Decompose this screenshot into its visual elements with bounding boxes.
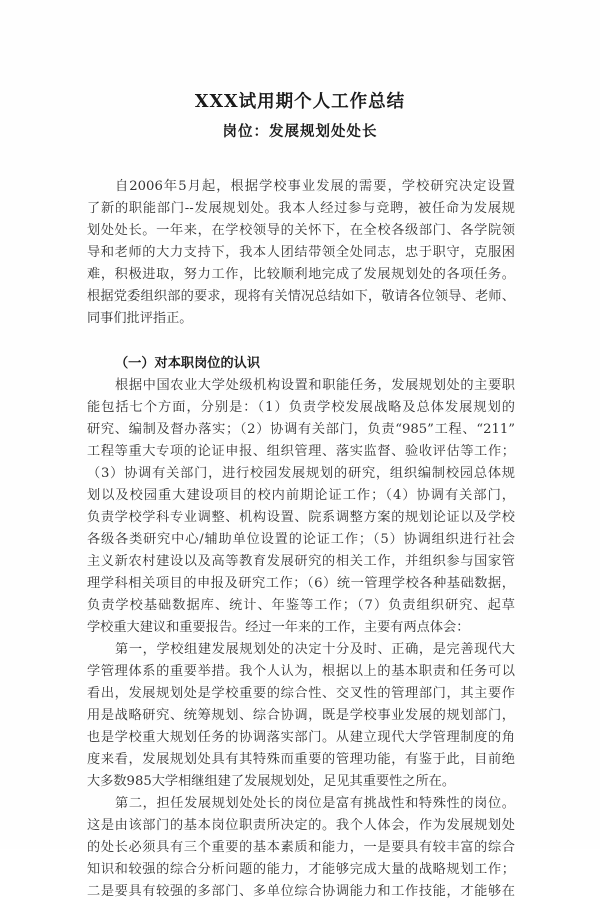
document-subtitle: 岗位：发展规划处处长 [222, 123, 378, 140]
text-line: 各级各类研究中心/辅助单位设置的论证工作；（5）协调组织进行社会 [87, 532, 515, 547]
text-line: 第一，学校组建发展规划处的决定十分及时、正确，是完善现代大 [115, 642, 515, 657]
text-line: 理学科相关项目的申报及研究工作；（6）统一管理学校各种基础数据， [87, 576, 515, 591]
text-line: 大多数985大学相继组建了发展规划处，足见其重要性之所在。 [87, 774, 456, 789]
section-heading: （一）对本职岗位的认识 [115, 356, 261, 371]
text-line: 导和老师的大力支持下，我本人团结带领全处同志，忠于职守，克服困 [87, 245, 515, 260]
text-line: 根据中国农业大学处级机构设置和职能任务，发展规划处的主要职 [115, 378, 515, 393]
text-line: 的处长必须具有三个重要的基本素质和能力，一是要具有较丰富的综合 [87, 840, 515, 855]
text-line: （3）协调有关部门，进行校园发展规划的研究，组织编制校园总体规 [87, 466, 515, 481]
text-line: 也是学校重大规划任务的协调落实部门。从建立现代大学管理制度的角 [87, 730, 515, 745]
paragraph-gap [87, 330, 515, 353]
text-line: 二是要具有较强的多部门、多单位综合协调能力和工作技能，才能够在 [87, 884, 515, 899]
text-line: 自2006年5月起，根据学校事业发展的需要，学校研究决定设置 [115, 179, 515, 194]
document-title: XXX试用期个人工作总结 [194, 92, 406, 112]
point-two-paragraph [87, 793, 515, 903]
point-one-paragraph [87, 639, 515, 793]
section-paragraph [87, 375, 515, 639]
text-line: 根据党委组织部的要求，现将有关情况总结如下，敬请各位领导、老师、 [87, 289, 515, 304]
text-line: 学校重大建议和重要报告。经过一年来的工作，主要有两点体会： [87, 620, 470, 635]
text-line: 负责学校学科专业调整、机构设置、院系调整方案的规划论证以及学校 [87, 510, 515, 525]
text-line: 划以及校园重大建设项目的校内前期论证工作；（4）协调有关部门， [87, 488, 515, 503]
text-line: 同事们批评指正。 [87, 311, 193, 326]
text-line: 知识和较强的综合分析问题的能力，才能够完成大量的战略规划工作； [87, 862, 515, 877]
document-body [87, 176, 515, 903]
text-line: 看出，发展规划处是学校重要的综合性、交叉性的管理部门，其主要作 [87, 686, 515, 701]
text-line: 难，积极进取，努力工作，比较顺利地完成了发展规划处的各项任务。 [87, 267, 515, 282]
text-line: 主义新农村建设以及高等教育发展研究的相关工作，并组织参与国家管 [87, 554, 515, 569]
text-line: 划处处长。一年来，在学校领导的关怀下，在全校各级部门、各学院领 [87, 223, 515, 238]
text-line: 用是战略研究、统筹规划、综合协调，既是学校事业发展的规划部门， [87, 708, 515, 723]
intro-paragraph [87, 176, 515, 330]
text-line: 学管理体系的重要举措。我个人认为，根据以上的基本职责和任务可以 [87, 664, 515, 679]
text-line: 度来看，发展规划处具有其特殊而重要的管理功能，有鉴于此，目前绝 [87, 752, 515, 767]
text-line: 工程等重大专项的论证申报、组织管理、落实监督、验收评估等工作； [87, 444, 515, 459]
text-line: 负责学校基础数据库、统计、年鉴等工作；（7）负责组织研究、起草 [87, 598, 515, 613]
text-line: 第二，担任发展规划处处长的岗位是富有挑战性和特殊性的岗位。 [115, 796, 515, 811]
text-line: 能包括七个方面，分别是：（1）负责学校发展战略及总体发展规划的 [87, 400, 515, 415]
text-line: 研究、编制及督办落实；（2）协调有关部门，负责“985”工程、“211” [87, 422, 515, 437]
text-line: 这是由该部门的基本岗位职责所决定的。我个人体会，作为发展规划处 [87, 818, 515, 833]
text-line: 了新的职能部门--发展规划处。我本人经过参与竞聘，被任命为发展规 [87, 201, 515, 216]
